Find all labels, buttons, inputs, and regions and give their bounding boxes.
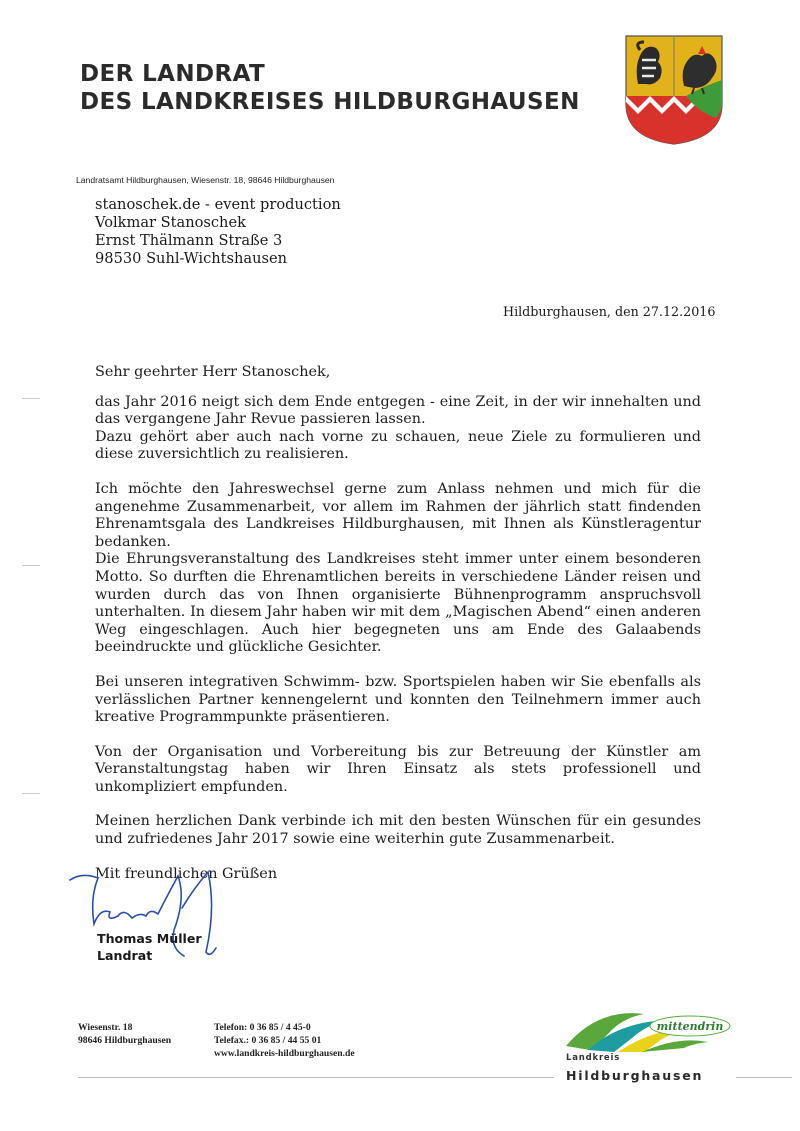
footer-city: 98646 Hildburghausen: [78, 1035, 172, 1046]
fold-mark-bottom: [22, 793, 40, 794]
recipient-company: stanoschek.de - event production: [95, 196, 341, 213]
fold-mark-top: [22, 398, 40, 399]
footer-rule-left: [78, 1077, 554, 1078]
footer-phone: Telefon: 0 36 85 / 4 45-0: [214, 1022, 311, 1033]
paragraph-2b: Die Ehrungsveranstaltung des Landkreises steht immer unter einem besonderen Motto. So durften die Ehrenamtlichen bereits in verschiedene Länder reisen und wurden durch das von Ihnen organisierte Bühnenprogramm anspruchsvoll unterhalten. In diesem Jahr haben wir mit dem „Magischen Abend“ einen anderen Weg eingeschlagen. Auch hier begegneten uns am Ende des Galaabends beeindruckte und glückliche Gesichter.: [95, 551, 701, 656]
footer-contact: [214, 1021, 355, 1060]
logo-name-label: Hildburghausen: [566, 1068, 704, 1083]
letter-date: Hildburghausen, den 27.12.2016: [503, 304, 716, 319]
recipient-name: Volkmar Stanoschek: [95, 214, 246, 231]
footer-address: [78, 1021, 171, 1047]
coat-of-arms-icon: [624, 34, 724, 146]
recipient-city: 98530 Suhl-Wichtshausen: [95, 250, 288, 267]
salutation: Sehr geehrter Herr Stanoschek,: [95, 364, 331, 380]
paragraph-3: Bei unseren integrativen Schwimm- bzw. Sportspielen haben wir Sie ebenfalls als verlässlichen Partner kennengelernt und konnten den Teilnehmern immer auch kreative Programmpunkte präsentieren.: [95, 673, 701, 726]
logo-slogan: mittendrin: [656, 1020, 724, 1033]
letterhead-title: [80, 60, 580, 116]
recipient-address: [95, 196, 341, 268]
footer-rule-right: [736, 1077, 792, 1078]
signer-title: Landrat: [97, 948, 153, 963]
paragraph-1: das Jahr 2016 neigt sich dem Ende entgegen - eine Zeit, in der wir innehalten und das vergangene Jahr Revue passieren lassen.: [95, 393, 701, 428]
paragraph-2: Ich möchte den Jahreswechsel gerne zum Anlass nehmen und mich für die angenehme Zusammenarbeit, vor allem im Rahmen der jährlich statt findenden Ehrenamtsgala des Landkreises Hildburghausen, mit Ihnen als Künstleragentur bedanken.: [95, 480, 701, 550]
footer-website[interactable]: www.landkreis-hildburghausen.de: [214, 1048, 355, 1059]
fold-mark-middle: [22, 565, 40, 566]
footer-fax: Telefax.: 0 36 85 / 44 55 01: [214, 1035, 322, 1046]
logo-kreis-label: Landkreis: [566, 1053, 621, 1063]
paragraph-4: Von der Organisation und Vorbereitung bis zur Betreuung der Künstler am Veranstaltungstag haben wir Ihren Einsatz als stets professionell und unkompliziert empfunden.: [95, 743, 701, 795]
paragraph-5: Meinen herzlichen Dank verbinde ich mit den besten Wünschen für ein gesundes und zufriedenes Jahr 2017 sowie eine weiterhin gute Zusammenarbeit.: [95, 813, 701, 848]
recipient-street: Ernst Thälmann Straße 3: [95, 232, 283, 249]
letterhead-title-line2: DES LANDKREISES HILDBURGHAUSEN: [80, 89, 580, 115]
letterhead-title-line1: DER LANDRAT: [80, 61, 266, 87]
signer-block: [97, 930, 202, 964]
paragraph-1b: Dazu gehört aber auch nach vorne zu schauen, neue Ziele zu formulieren und diese zuversichtlich zu realisieren.: [95, 428, 701, 463]
footer-street: Wiesenstr. 18: [78, 1022, 133, 1033]
closing-phrase: Mit freundlichen Grüßen: [95, 866, 278, 882]
sender-address-line: Landratsamt Hildburghausen, Wiesenstr. 18, 98646 Hildburghausen: [76, 175, 335, 185]
letter-body: [95, 364, 701, 866]
county-logo-icon: [558, 1004, 738, 1078]
signer-name: Thomas Müller: [97, 931, 202, 946]
